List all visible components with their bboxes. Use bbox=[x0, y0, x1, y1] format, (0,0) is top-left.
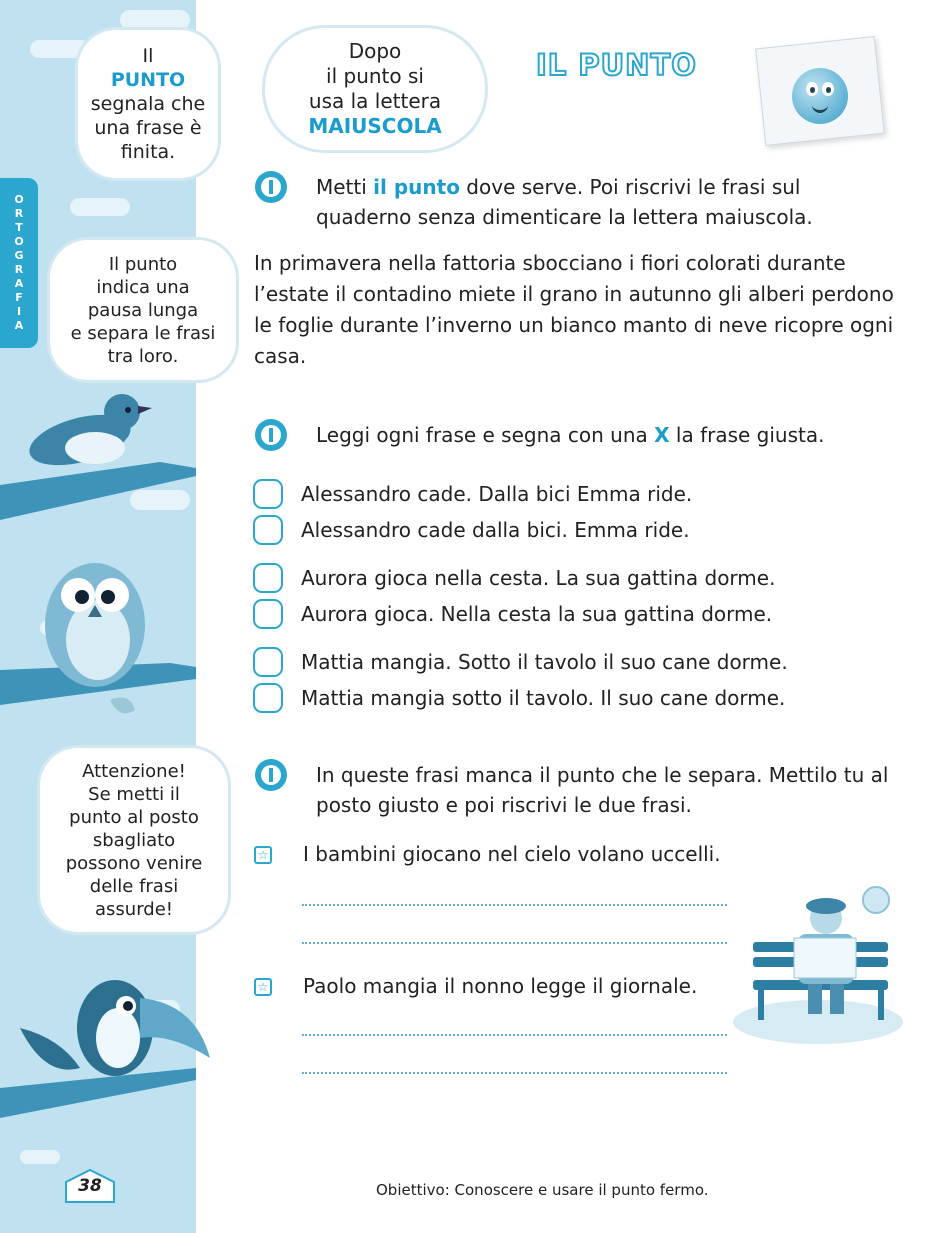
exercise3-instruction: In queste frasi manca il punto che le separa. Mettilo tu al posto giusto e poi riscrivi le due frasi. bbox=[316, 763, 889, 817]
instruction-text: dove serve. Poi riscrivi le frasi sul quaderno senza dimenticare la lettera maiuscola. bbox=[316, 175, 813, 229]
toucan-illustration bbox=[0, 968, 196, 1158]
tip-text: pausa lunga bbox=[87, 299, 199, 321]
option-row bbox=[253, 645, 788, 679]
tip-text: Il bbox=[142, 45, 154, 67]
tip-bubble-pausa bbox=[50, 240, 236, 380]
exercise2-instruction bbox=[316, 420, 896, 450]
option-text: Aurora gioca nella cesta. La sua gattina dorme. bbox=[301, 566, 776, 590]
tip-text: Il punto bbox=[108, 253, 178, 275]
option-row bbox=[253, 681, 785, 715]
tip-text: indica una bbox=[96, 276, 190, 298]
tip-highlight: PUNTO bbox=[110, 69, 186, 91]
option-text: Aurora gioca. Nella cesta la sua gattina dorme. bbox=[301, 602, 773, 626]
sidebar bbox=[0, 0, 216, 1233]
checkbox[interactable] bbox=[253, 599, 283, 629]
instruction-text: Metti bbox=[316, 175, 374, 199]
tip-text: una frase è bbox=[94, 117, 202, 139]
instruction-text: Leggi ogni frase e segna con una bbox=[316, 423, 655, 447]
smiling-ball-icon bbox=[792, 68, 848, 124]
checkbox[interactable] bbox=[253, 683, 283, 713]
tip-text: Se metti il bbox=[88, 783, 180, 805]
section-tab-label: ORTOGRAFIA bbox=[12, 193, 26, 333]
page-number bbox=[62, 1168, 118, 1204]
checkbox[interactable] bbox=[253, 515, 283, 545]
answer-line[interactable] bbox=[302, 1034, 727, 1036]
header-tip-text: Dopo bbox=[348, 39, 402, 63]
option-row bbox=[253, 477, 692, 511]
instruction-icon bbox=[254, 758, 288, 792]
answer-line[interactable] bbox=[302, 1072, 727, 1074]
answer-line[interactable] bbox=[302, 942, 727, 944]
exercise3-sentence: I bambini giocano nel cielo volano uccelli. bbox=[303, 842, 721, 866]
option-text: Alessandro cade. Dalla bici Emma ride. bbox=[301, 482, 693, 506]
option-text: Mattia mangia sotto il tavolo. Il suo cane dorme. bbox=[301, 686, 786, 710]
header-tip-text: il punto si bbox=[326, 64, 424, 88]
tip-text: delle frasi bbox=[89, 875, 179, 897]
answer-line[interactable] bbox=[302, 904, 727, 906]
instruction-text: la frase giusta. bbox=[669, 423, 825, 447]
objective-footer: Obiettivo: Conoscere e usare il punto fermo. bbox=[376, 1181, 709, 1199]
checkbox[interactable] bbox=[253, 479, 283, 509]
instruction-bold: X bbox=[654, 423, 670, 447]
exercise3-sentence: Paolo mangia il nonno legge il giornale. bbox=[303, 974, 698, 998]
header-tip-highlight: MAIUSCOLA bbox=[308, 114, 442, 138]
header-tip-cloud bbox=[265, 28, 485, 150]
star-bullet-icon: ☆ bbox=[254, 846, 272, 864]
background-cloud bbox=[70, 198, 130, 216]
tip-text: sbagliato bbox=[92, 829, 176, 851]
instruction-icon bbox=[254, 418, 288, 452]
header-tip-text: usa la lettera bbox=[308, 89, 442, 113]
exercise1-instruction bbox=[316, 172, 896, 232]
tip-text: assurde! bbox=[95, 898, 173, 920]
owl-illustration bbox=[0, 545, 196, 745]
bird-illustration bbox=[0, 390, 196, 530]
instruction-icon bbox=[254, 170, 288, 204]
option-row bbox=[253, 513, 690, 547]
instruction-bold: il punto bbox=[373, 175, 460, 199]
grandpa-bench-illustration bbox=[728, 872, 908, 1052]
tip-text: tra loro. bbox=[107, 345, 179, 367]
tip-text: finita. bbox=[120, 141, 176, 163]
tip-bubble-punto bbox=[78, 30, 218, 178]
tip-text: e separa le frasi bbox=[70, 322, 216, 344]
page-title: IL PUNTO bbox=[536, 48, 697, 82]
checkbox[interactable] bbox=[253, 563, 283, 593]
tip-text: possono venire bbox=[65, 852, 203, 874]
tip-text: punto al posto bbox=[69, 806, 199, 828]
star-bullet-icon: ☆ bbox=[254, 978, 272, 996]
checkbox[interactable] bbox=[253, 647, 283, 677]
page-number-text: 38 bbox=[78, 1176, 102, 1196]
tip-bubble-attenzione bbox=[40, 748, 228, 932]
option-row bbox=[253, 561, 775, 595]
option-row bbox=[253, 597, 772, 631]
tip-text: segnala che bbox=[90, 93, 206, 115]
option-text: Mattia mangia. Sotto il tavolo il suo cane dorme. bbox=[301, 650, 788, 674]
tip-text: Attenzione! bbox=[82, 760, 186, 782]
section-tab-ortografia bbox=[0, 178, 38, 348]
option-text: Alessandro cade dalla bici. Emma ride. bbox=[301, 518, 690, 542]
exercise1-paragraph: In primavera nella fattoria sbocciano i fiori colorati durante l’estate il contadino miete il grano in autunno gli alberi perdono le foglie durante l’inverno un bianco manto di neve ricopre ogni casa. bbox=[254, 251, 894, 368]
background-cloud bbox=[120, 10, 190, 30]
